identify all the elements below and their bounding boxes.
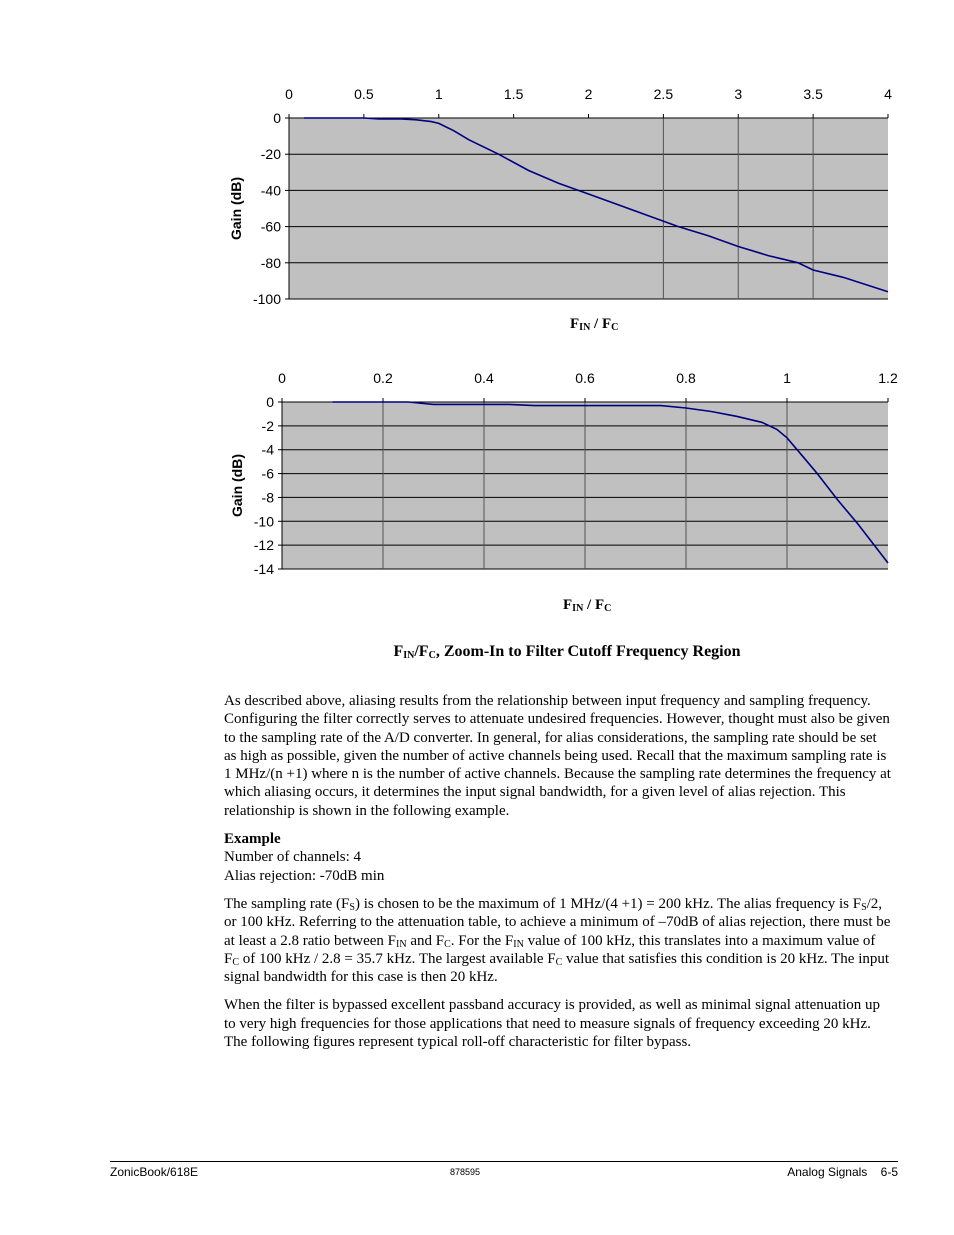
page-footer	[110, 1161, 898, 1179]
footer-document-name: ZonicBook/618E	[110, 1165, 199, 1179]
chart1-y-axis-label: Gain (dB)	[228, 177, 244, 240]
chart2-ytick-label-0: 0	[266, 394, 274, 410]
chart1-ytick-label-3: -60	[260, 218, 281, 235]
paragraph-sampling-rate: The sampling rate $(F_S)$ is chosen to be the maximum of 1 MHz/(4 +1) = 200 kHz. The alias frequency is $F_S/2$, or 100 kHz. Referring to the attenuation table, to achieve a minimum of –70dB of alias rejection, there must be at least a 2.8 ratio between $F_{IN}$ and $F_C$. For the $F_{IN}$ value of 100 kHz, this translates into a maximum value of $F_C$ of 100 kHz / 2.8 = 35.7 kHz. The largest available $F_C$ value that satisfies this condition is 20 kHz. The input signal bandwidth for this case is then 20 kHz.	[224, 895, 891, 986]
paragraph-filter-bypass: When the filter is bypassed excellent passband accuracy is provided, as well as minimal signal attenuation up to very high frequencies for those applications that need to measure signals of frequency exceeding 20 kHz. The following figures represent typical roll-off characteristic for filter bypass.	[224, 997, 881, 1051]
figure-caption: $F_{IN}/F_C$, Zoom-In to Filter Cutoff Frequency Region	[393, 643, 741, 661]
chart1-xtick-label-2: 1	[434, 86, 443, 102]
gain-chart-zoom-in	[0, 0, 954, 600]
chart1-xtick-label-6: 3	[734, 86, 743, 102]
chart2-ytick-label-4: -8	[261, 489, 274, 506]
chart1-xtick-label-7: 3.5	[803, 86, 823, 102]
chart1-ytick-label-1: -20	[260, 146, 281, 163]
chart2-y-axis-label: Gain (dB)	[229, 454, 245, 517]
chart1-xtick-label-8: 4	[884, 86, 892, 102]
chart1-ytick-label-4: -80	[260, 254, 281, 271]
example-channels: Number of channels: 4	[224, 849, 362, 866]
chart2-xtick-label-1: 0.2	[373, 370, 393, 386]
chart2-ytick-label-5: -10	[253, 513, 274, 530]
chart2-xtick-label-3: 0.6	[575, 370, 595, 386]
paragraph-aliasing: As described above, aliasing results from the relationship between input frequency and sampling frequency. Configuring the filter correctly serves to attenuate undesired frequencies. However, thought must also be given to the sampling rate of the A/D converter. In general, for alias considerations, the sampling rate should be set as high as possible, given the number of active channels being used. Recall that the maximum sampling rate is 1 MHz/(n +1) where n is the number of active channels. Because the sampling rate determines the frequency at which aliasing occurs, it determines the input signal bandwidth, for a given level of alias rejection. This relationship is shown in the following example.	[224, 693, 891, 819]
chart1-xtick-label-5: 2.5	[653, 86, 674, 102]
example-heading: Example	[224, 831, 281, 848]
chart1-ytick-label-2: -40	[260, 182, 281, 199]
chart2-xtick-label-6: 1.2	[878, 370, 898, 386]
chart2-xtick-label-0: 0	[278, 370, 286, 386]
chart2-ytick-label-1: -2	[261, 417, 274, 434]
chart2-ytick-label-3: -6	[261, 465, 274, 482]
chart2-ytick-label-7: -14	[253, 561, 274, 577]
chart1-xtick-label-1: 0.5	[354, 86, 374, 102]
chart1-ytick-label-5: -100	[252, 291, 281, 307]
chart2-ytick-label-2: -4	[261, 441, 274, 458]
chart1-xtick-label-3: 1.5	[503, 86, 524, 102]
chart1-xtick-label-0: 0	[285, 86, 293, 102]
chart2-x-axis-label: $F_{IN} / F_C$	[563, 597, 612, 614]
chart1-x-axis-label: $F_{IN} / F_C$	[570, 316, 619, 333]
chart1-ytick-label-0: 0	[273, 110, 281, 126]
chart2-xtick-label-5: 1	[783, 370, 791, 386]
body-text	[224, 692, 892, 1061]
chart2-xtick-label-2: 0.4	[474, 370, 494, 386]
chart2-ytick-label-6: -12	[253, 537, 274, 554]
example-alias-rejection: Alias rejection: -70dB min	[224, 867, 385, 884]
footer-part-number: 878595	[450, 1167, 481, 1177]
chart2-xtick-label-4: 0.8	[676, 370, 696, 386]
chart1-xtick-label-4: 2	[584, 86, 593, 102]
footer-section-page: Analog Signals 6-5	[787, 1165, 898, 1179]
